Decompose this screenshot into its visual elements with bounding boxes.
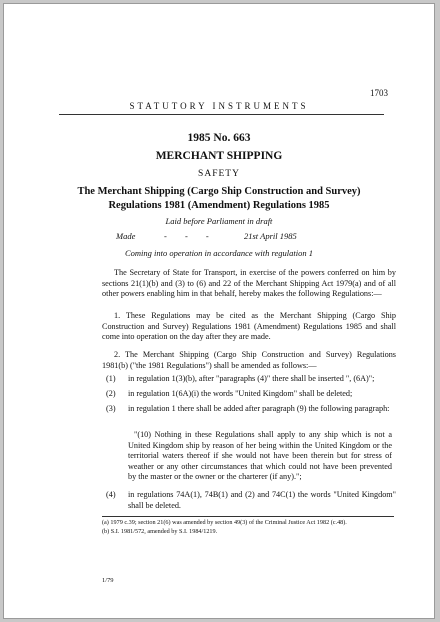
instrument-title-line-2: Regulations 1981 (Amendment) Regulations 1985 [108, 200, 330, 211]
item-text: in regulations 74A(1), 74B(1) and (2) and 74C(1) the words "United Kingdom" shall be deleted. [128, 490, 396, 510]
instrument-subsubject: SAFETY [198, 169, 240, 179]
made-date: 21st April 1985 [244, 231, 297, 241]
instrument-title-line-1: The Merchant Shipping (Cargo Ship Construction and Survey) [77, 186, 361, 197]
item-label: (2) [106, 389, 116, 398]
inserted-paragraph-quote: "(10) Nothing in these Regulations shall apply to any ship which is not a United Kingdom ship by reason of her being within the United Kingdom or the territorial waters thereof if she would not have been therein but for stress of weather or any other circumstances that which could not have been prevented by the master or the owner or the charterer (if any)."; [128, 430, 392, 481]
made-label: Made [116, 231, 136, 241]
footer-code: 1/79 [102, 577, 114, 584]
footnote-rule [102, 516, 394, 517]
amendment-item [102, 389, 396, 400]
preamble: The Secretary of State for Transport, in exercise of the powers conferred on him by sections 21(1)(b) and (3) to (6) and 22 of the Merchant Shipping Act 1979(a) and of all other powers enabling him in that behalf, hereby makes the following Regulations:— [102, 268, 396, 298]
paragraph-1: 1. These Regulations may be cited as the Merchant Shipping (Cargo Ship Construction and Survey) Regulations 1981 (Amendment) Regulations 1985 and shall come into operation on the day after they are made. [102, 311, 396, 341]
instrument-subject: MERCHANT SHIPPING [155, 150, 283, 162]
laid-before-parliament: Laid before Parliament in draft [165, 216, 273, 226]
item-text: in regulation 1 there shall be added after paragraph (9) the following paragraph: [128, 404, 390, 413]
page-number: 1703 [370, 88, 388, 98]
item-label: (4) [106, 490, 116, 499]
amendment-item [102, 404, 396, 415]
paragraph-2: 2. The Merchant Shipping (Cargo Ship Construction and Survey) Regulations 1981(b) ("the 1981 Regulations") shall be amended as follows:— [102, 350, 396, 370]
item-label: (1) [106, 374, 116, 383]
coming-into-operation: Coming into operation in accordance with regulation 1 [124, 248, 313, 258]
footnote-b: (b) S.I. 1981/572, amended by S.I. 1984/1219. [102, 528, 218, 535]
item-text: in regulation 1(6A)(i) the words "United Kingdom" shall be deleted; [128, 389, 353, 398]
amendment-item [102, 374, 396, 385]
footnote-a: (a) 1979 c.39; section 21(6) was amended by section 49(3) of the Criminal Justice Act 1982 (c.48). [102, 519, 347, 526]
item-label: (3) [106, 404, 116, 413]
item-text: in regulation 1(3)(b), after "paragraphs (4)" there shall be inserted ", (6A)"; [128, 374, 375, 383]
instrument-number: 1985 No. 663 [187, 132, 251, 144]
document-page [3, 3, 435, 619]
amendment-item [102, 490, 396, 511]
made-dashes: - - - [164, 231, 217, 241]
running-head: STATUTORY INSTRUMENTS [129, 101, 309, 111]
header-rule [59, 114, 384, 115]
